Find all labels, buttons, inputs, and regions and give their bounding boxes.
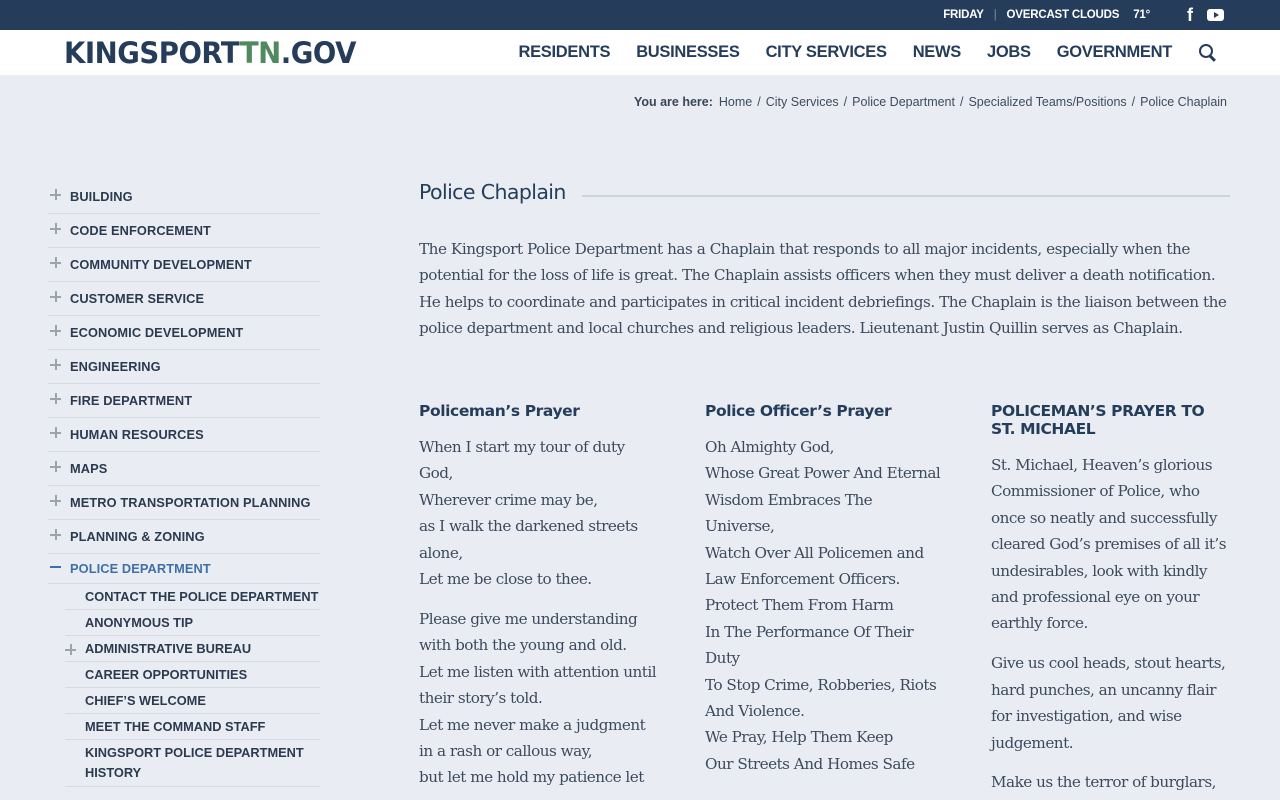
day-label: FRIDAY [943, 9, 984, 21]
subnav-administrative-bureau[interactable] [65, 636, 320, 662]
subnav-label: ADMINISTRATIVE BUREAU [85, 640, 252, 656]
breadcrumb [634, 95, 1227, 109]
plus-icon[interactable] [50, 393, 62, 405]
sidebar-item-code-enforcement[interactable] [48, 214, 320, 248]
stanza [419, 434, 658, 592]
verse-line: Watch Over All Policemen and Law Enforcement Officers. [705, 543, 924, 589]
logo-accent: TN [239, 36, 281, 70]
nav-city-services[interactable]: CITY SERVICES [765, 43, 887, 61]
breadcrumb-city-services[interactable]: City Services [765, 95, 839, 109]
main-content [419, 178, 1230, 342]
breadcrumb-police-department[interactable]: Police Department [852, 95, 955, 109]
sidebar-item-metro-transportation[interactable] [48, 486, 320, 520]
prayer-heading: Policeman’s Prayer [419, 402, 580, 420]
breadcrumb-separator: / [959, 95, 964, 109]
breadcrumb-current: Police Chaplain [1140, 95, 1227, 109]
subnav-label: ANONYMOUS TIP [85, 614, 194, 630]
sidebar-item-maps[interactable] [48, 452, 320, 486]
sidebar-item-label: COMMUNITY DEVELOPMENT [70, 257, 252, 272]
logo-main: KINGSPORT [64, 36, 240, 70]
verse-line: In The Performance Of Their Duty [705, 622, 914, 668]
plus-icon[interactable] [50, 359, 62, 371]
verse-line: Our Streets And Homes Safe [705, 754, 915, 773]
separator: | [993, 9, 997, 21]
sidebar-item-human-resources[interactable] [48, 418, 320, 452]
plus-icon[interactable] [50, 223, 62, 235]
stanza: Give us cool heads, stout hearts, hard punches, an uncanny flair for investigation, and wise judgement. [991, 654, 1226, 752]
sidebar-item-economic-development[interactable] [48, 316, 320, 350]
intro-paragraph: The Kingsport Police Department has a Chaplain that responds to all major incidents, especially when the potential for the loss of life is great. The Chaplain assists officers when they must deliver a death notification. He helps to coordinate and participates in critical incident debriefings. The Chaplain is the liaison between the police department and local churches and religious leaders. Lieutenant Justin Quillin serves as Chaplain. [419, 240, 1227, 338]
verse-line: Protect Them From Harm [705, 596, 894, 615]
plus-icon[interactable] [50, 529, 62, 541]
sidebar-item-label: FIRE DEPARTMENT [70, 393, 193, 408]
sidebar-item-label: ECONOMIC DEVELOPMENT [70, 325, 244, 340]
verse-line: Oh Almighty God, [705, 438, 834, 456]
search-icon[interactable] [1198, 43, 1218, 63]
nav-businesses[interactable]: BUSINESSES [636, 43, 740, 61]
subnav-history[interactable] [65, 740, 320, 787]
sidebar-item-label: PLANNING & ZONING [70, 529, 205, 544]
subnav-label: MEET THE COMMAND STAFF [85, 718, 266, 734]
subnav-label: CONTACT THE POLICE DEPARTMENT [85, 588, 319, 604]
top-bar [0, 0, 1280, 30]
sidebar-item-engineering[interactable] [48, 350, 320, 384]
verse-line: When I start my tour of duty God, [419, 438, 625, 483]
plus-icon[interactable] [50, 291, 62, 303]
stanza [419, 606, 658, 791]
title-row [419, 178, 1230, 206]
site-logo[interactable] [64, 37, 356, 69]
sidebar-item-label: POLICE DEPARTMENT [70, 561, 211, 576]
prayer-columns [419, 402, 1230, 800]
logo-suffix: .GOV [280, 36, 356, 70]
plus-icon[interactable] [50, 427, 62, 439]
nav-residents[interactable]: RESIDENTS [518, 43, 611, 61]
plus-icon[interactable] [50, 257, 62, 269]
sidebar-item-label: HUMAN RESOURCES [70, 427, 204, 442]
sidebar-item-police-department[interactable] [48, 554, 320, 584]
prayer-column-1 [419, 402, 658, 800]
verse-line: Let me be close to thee. [419, 570, 592, 589]
sidebar-item-customer-service[interactable] [48, 282, 320, 316]
subnav-chiefs-welcome[interactable] [65, 688, 320, 714]
social-links [1187, 0, 1224, 30]
plus-icon[interactable] [50, 325, 62, 337]
prayer-heading: POLICEMAN’S PRAYER TO ST. MICHAEL [991, 402, 1205, 438]
plus-icon[interactable] [50, 461, 62, 473]
sidebar-item-planning-zoning[interactable] [48, 520, 320, 554]
youtube-icon[interactable] [1207, 9, 1224, 21]
page-title: Police Chaplain [419, 180, 566, 204]
verse-line: but let me hold my patience let [419, 768, 644, 787]
breadcrumb-separator: / [1131, 95, 1136, 109]
verse-line: To Stop Crime, Robberies, Riots And Violence. [705, 675, 937, 721]
sidebar-item-building[interactable] [48, 180, 320, 214]
stanza [705, 434, 944, 777]
subnav-label: KINGSPORT POLICE DEPARTMENT HISTORY [85, 745, 304, 780]
breadcrumb-separator: / [843, 95, 848, 109]
prayer-column-3 [991, 402, 1230, 800]
sidebar-item-fire-department[interactable] [48, 384, 320, 418]
verse-line: Wherever crime may be, [419, 490, 598, 509]
sidebar-item-label: CUSTOMER SERVICE [70, 291, 205, 306]
stanza: St. Michael, Heaven’s glorious Commissioner of Police, who once so neatly and successfully cleared God’s premises of all it’s undesirables, look with kindly and professional eye on your earthly force. [991, 456, 1227, 633]
plus-icon[interactable] [50, 189, 62, 201]
verse-line: as I walk the darkened streets alone, [419, 517, 638, 562]
sidebar-item-label: CODE ENFORCEMENT [70, 223, 211, 238]
breadcrumb-specialized-teams[interactable]: Specialized Teams/Positions [968, 95, 1127, 109]
subnav-contact[interactable] [65, 584, 320, 610]
breadcrumb-separator: / [757, 95, 761, 109]
minus-icon[interactable] [50, 561, 62, 573]
subnav-career-opportunities[interactable] [65, 662, 320, 688]
sidebar-item-community-development[interactable] [48, 248, 320, 282]
stanza: Make us the terror of burglars, [991, 773, 1216, 792]
main-nav [492, 30, 1218, 75]
verse-line: Whose Great Power And Eternal [705, 464, 941, 483]
sidebar-subnav [65, 584, 320, 787]
sidebar-nav [48, 180, 320, 787]
prayer-heading: Police Officer’s Prayer [705, 402, 892, 420]
nav-jobs[interactable]: JOBS [987, 43, 1031, 61]
subnav-label: CAREER OPPORTUNITIES [85, 666, 248, 682]
weather-condition: OVERCAST CLOUDS [1006, 9, 1120, 21]
nav-government[interactable]: GOVERNMENT [1056, 43, 1172, 61]
subnav-command-staff[interactable] [65, 714, 320, 740]
subnav-label: CHIEF’S WELCOME [85, 692, 206, 708]
verse-line: Wisdom Embraces The Universe, [705, 490, 873, 536]
title-divider [582, 195, 1230, 197]
verse-line: Let me listen with attention until their story’s told. [419, 662, 657, 708]
breadcrumb-home[interactable]: Home [718, 95, 753, 109]
breadcrumb-label: You are here: [633, 95, 713, 109]
site-header [0, 30, 1280, 75]
verse-line: We Pray, Help Them Keep [705, 728, 893, 747]
prayer-column-2 [705, 402, 944, 800]
verse-line: Let me never make a judgment in a rash or callous way, [419, 715, 646, 760]
sidebar-item-label: BUILDING [70, 189, 133, 204]
plus-icon[interactable] [65, 644, 76, 655]
sidebar-item-label: ENGINEERING [70, 359, 161, 374]
temperature: 71° [1133, 9, 1150, 21]
nav-news[interactable]: NEWS [912, 43, 961, 61]
verse-line: Please give me understanding with both the young and old. [419, 609, 638, 655]
sidebar-item-label: MAPS [70, 461, 108, 476]
sidebar-item-label: METRO TRANSPORTATION PLANNING [70, 495, 311, 510]
facebook-icon[interactable]: f [1187, 5, 1193, 25]
subnav-anonymous-tip[interactable] [65, 610, 320, 636]
weather-widget [943, 0, 1150, 30]
plus-icon[interactable] [50, 495, 62, 507]
